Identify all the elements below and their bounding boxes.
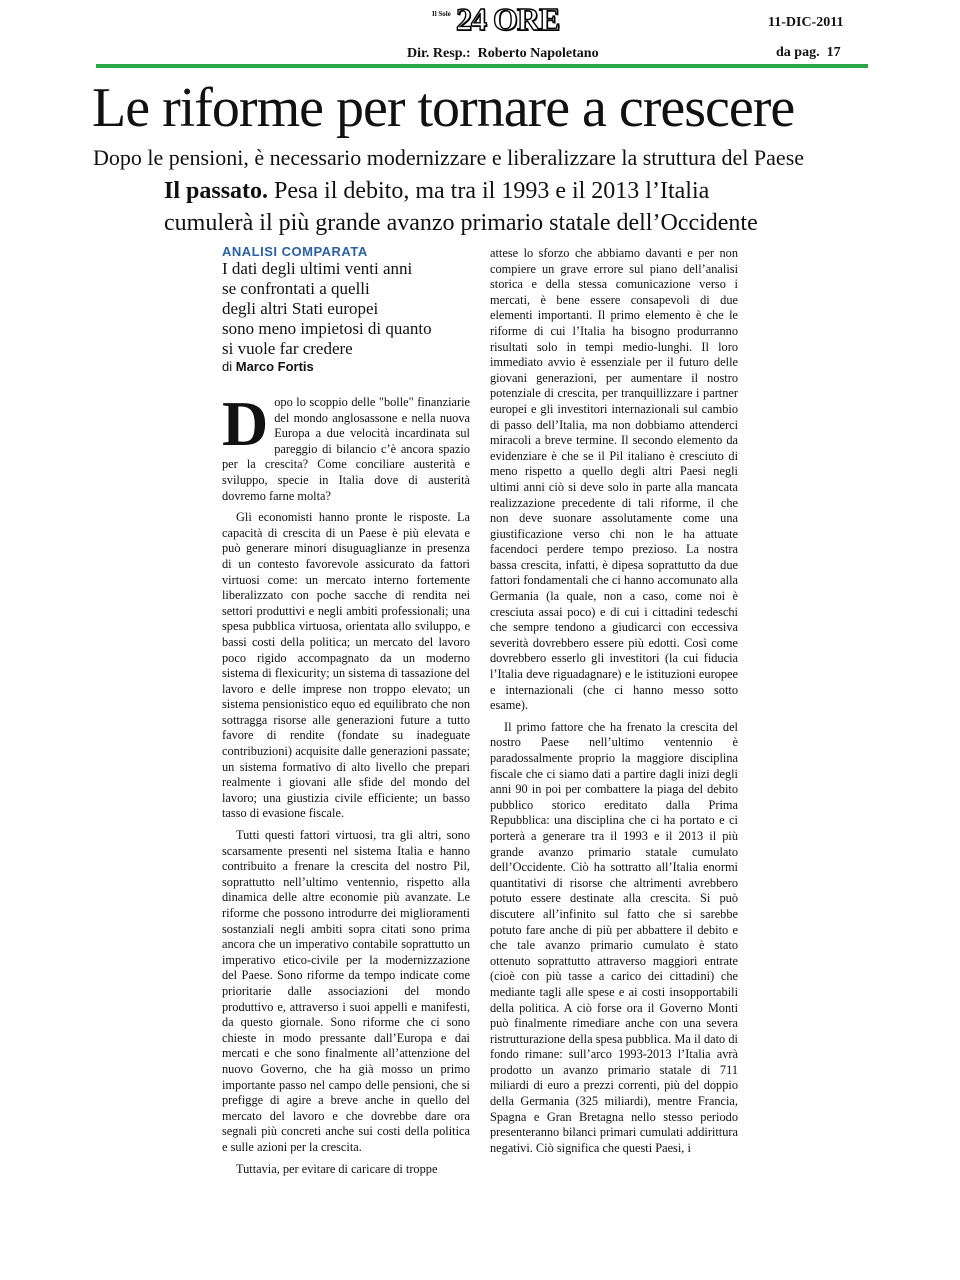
article-deck bbox=[222, 259, 472, 359]
section-label: ANALISI COMPARATA bbox=[222, 244, 368, 259]
body-column-right bbox=[490, 246, 738, 1156]
page-reference bbox=[776, 45, 841, 61]
deck-line: sono meno impietosi di quanto bbox=[222, 319, 432, 338]
article-subhead: Dopo le pensioni, è necessario modernizzare e liberalizzare la struttura del Paese bbox=[93, 145, 805, 170]
article-headline: Le riforme per tornare a crescere bbox=[92, 77, 795, 139]
deck-line: se confrontati a quelli bbox=[222, 279, 370, 298]
page-label: da pag. bbox=[776, 45, 820, 60]
director-label: Dir. Resp.: bbox=[407, 46, 471, 61]
deck-line: si vuole far credere bbox=[222, 339, 353, 358]
byline-prefix: di bbox=[222, 359, 233, 374]
body-paragraph: Gli economisti hanno pronte le risposte. La capacità di crescita di un Paese è più elevata e può generare minori disuguaglianze in presenza di un contesto favorevole assicurato da fattori virtuosi come: un mercato interno fortemente liberalizzato con poche sacche di rendita nei settori produttivi e negli ambiti professionali; una spesa pubblica virtuosa, orientata allo sviluppo, e bassi costi della politica; un mercato del lavoro poco rigido accompagnato da un moderno sistema di flexicurity; un sistema di tassazione del lavoro e delle imprese non troppo elevato; un sistema pensionistico equo ed equilibrato che non sottragga risorse alle generazioni future a tutto favore di rendite (fondate su inadeguate contribuzioni) acquisite dalle generazioni passate; un sistema formativo di alto livello che prepari realmente i giovani alle sfide del mondo del lavoro; una giustizia civile efficiente; un basso tasso di evasione fiscale. bbox=[222, 510, 470, 821]
kicker-line-2: cumulerà il più grande avanzo primario statale dell’Occidente bbox=[164, 210, 758, 236]
deck-line: I dati degli ultimi venti anni bbox=[222, 259, 413, 278]
page-number: 17 bbox=[826, 45, 841, 60]
kicker-text-1: Pesa il debito, ma tra il 1993 e il 2013 l’Italia bbox=[274, 178, 710, 204]
header-rule bbox=[96, 64, 868, 68]
article-kicker bbox=[164, 175, 758, 239]
body-paragraph: attese lo sforzo che abbiamo davanti e per non compiere un grave errore sul piano dell’analisi storica e della stessa comunicazione verso i mercati, è bene essere consapevoli di due elementi importanti. Il primo elemento è che le riforme di cui l’Italia ha bisogno produrranno risultati solo in tempi medio-lunghi. Il loro immediato avvio è essenziale per il futuro delle giovani generazioni, per aumentare il nostro potenziale di crescita, per tranquillizzare i partner europei e gli investitori internazionali sul cambio di passo dell’Italia, ma non dobbiamo attenderci miracoli a breve termine. Il secondo elemento da evidenziare è che se il Pil italiano è cresciuto di meno rispetto a quello degli altri Paesi negli ultimi anni ciò si deve solo in parte alla mancata realizzazione precedente di tali riforme, il che non deve suonare assolutamente come una giustificazione verso chi non le ha attuate facendoci perdere tempo prezioso. La nostra bassa crescita, infatti, è dipesa soprattutto da due fattori fondamentali che ci hanno accomunato alla Germania (la quale, non a caso, come noi è cresciuta assai poco) e di cui i cittadini tedeschi che sempre tendono a giudicarci con eccessiva severità dovrebbero essere più edotti. Così come dovrebbero esserlo gli investitori (la cui fiducia l’Italia deve riguadagnare) e le istituzioni europee e internazionali (che ci hanno messo sotto esame). bbox=[490, 246, 738, 713]
byline bbox=[222, 359, 314, 374]
author-name: Marco Fortis bbox=[235, 359, 314, 374]
drop-cap: D bbox=[222, 388, 269, 459]
deck-line: degli altri Stati europei bbox=[222, 299, 379, 318]
issue-date: 11-DIC-2011 bbox=[768, 15, 844, 30]
director-name: Roberto Napoletano bbox=[477, 46, 599, 61]
body-paragraph: Tuttavia, per evitare di caricare di troppe bbox=[236, 1161, 438, 1176]
body-paragraph: Il primo fattore che ha frenato la crescita del nostro Paese nell’ultimo ventennio è paradossalmente proprio la maggiore disciplina fiscale che ci siamo dati a partire dagli inizi degli anni 90 in poi per combattere la piaga del debito pubblico storico ereditato dalla Prima Repubblica: una disciplina che ci ha portato e ci porterà a generare tra il 1993 e il 2013 il più grande avanzo primario statale cumulato dell’Occidente. Ciò ha sottratto all’Italia enormi quantitativi di risorse che altrimenti avrebbero potuto essere destinate alla crescita. Si può discutere all’infinito sul fatto che si sarebbe potuto fare anche di più per abbattere il debito e che tale avanzo primario cumulato è stato ottenuto soprattutto attraverso maggiori entrate (cioè con più tasse a carico dei cittadini) che mediante tagli alle spese e ai costi insopportabili della politica. A ciò forse ora il Governo Monti può finalmente rimediare anche con una severa ristrutturazione della spesa pubblica. Ma il dato di fondo rimane: sull’arco 1993-2013 l’Italia avrà prodotto un avanzo primario statale di 711 miliardi di euro a prezzi correnti, più del doppio della Germania (325 miliardi), mentre Francia, Spagna e Gran Bretagna nello stesso periodo presenteranno bilanci primari cumulati addirittura negativi. Ciò significa che questi Paesi, i bbox=[490, 719, 738, 1155]
paragraph-text: opo lo scoppio delle "bolle" finanziarie del mondo anglosassone e nella nuova Europa a due velocità incardinata sul pareggio di bilancio c’è ancora spazio per la crescita? Come conciliare austerità e sviluppo, specie in Italia dove di austerità dovremo farne molta? bbox=[222, 395, 470, 503]
logo-big-text: 24 ORE bbox=[456, 1, 560, 37]
kicker-bold: Il passato. bbox=[164, 178, 269, 204]
body-column-left bbox=[222, 388, 470, 1177]
director-line bbox=[407, 46, 599, 62]
body-paragraph bbox=[222, 388, 470, 504]
body-paragraph: Tutti questi fattori virtuosi, tra gli altri, sono scarsamente presenti nel sistema Italia e hanno contribuito a frenare la crescita del nostro Pil, soprattutto nell’ultimo ventennio, rispetto alla dinamica delle altre economie più avanzate. Le riforme che possono introdurre dei miglioramenti sostanziali negli ambiti sopra citati sono prima ancora che un imperativo contabile soprattutto un imperativo etico-civile per la modernizzazione del Paese. Sono riforme da tempo indicate come prioritarie dalle associazioni del mondo produttivo e, attraverso i suoi appelli e manifesti, da questo giornale. Sono riforme che ci sono chieste in modo pressante dall’Europa e dai mercati e che sono finalmente all’attenzione del nuovo Governo, che ha già mosso un primo importante passo nel campo delle pensioni, che si prefigge di agire a breve anche in quello del mercato del lavoro e che dovrebbe dare ora segnali più concreti anche sui costi della politica e sulle azioni per la crescita. bbox=[222, 828, 470, 1154]
logo-small-text: Il Sole bbox=[432, 10, 451, 18]
kicker-line-1 bbox=[164, 175, 758, 207]
